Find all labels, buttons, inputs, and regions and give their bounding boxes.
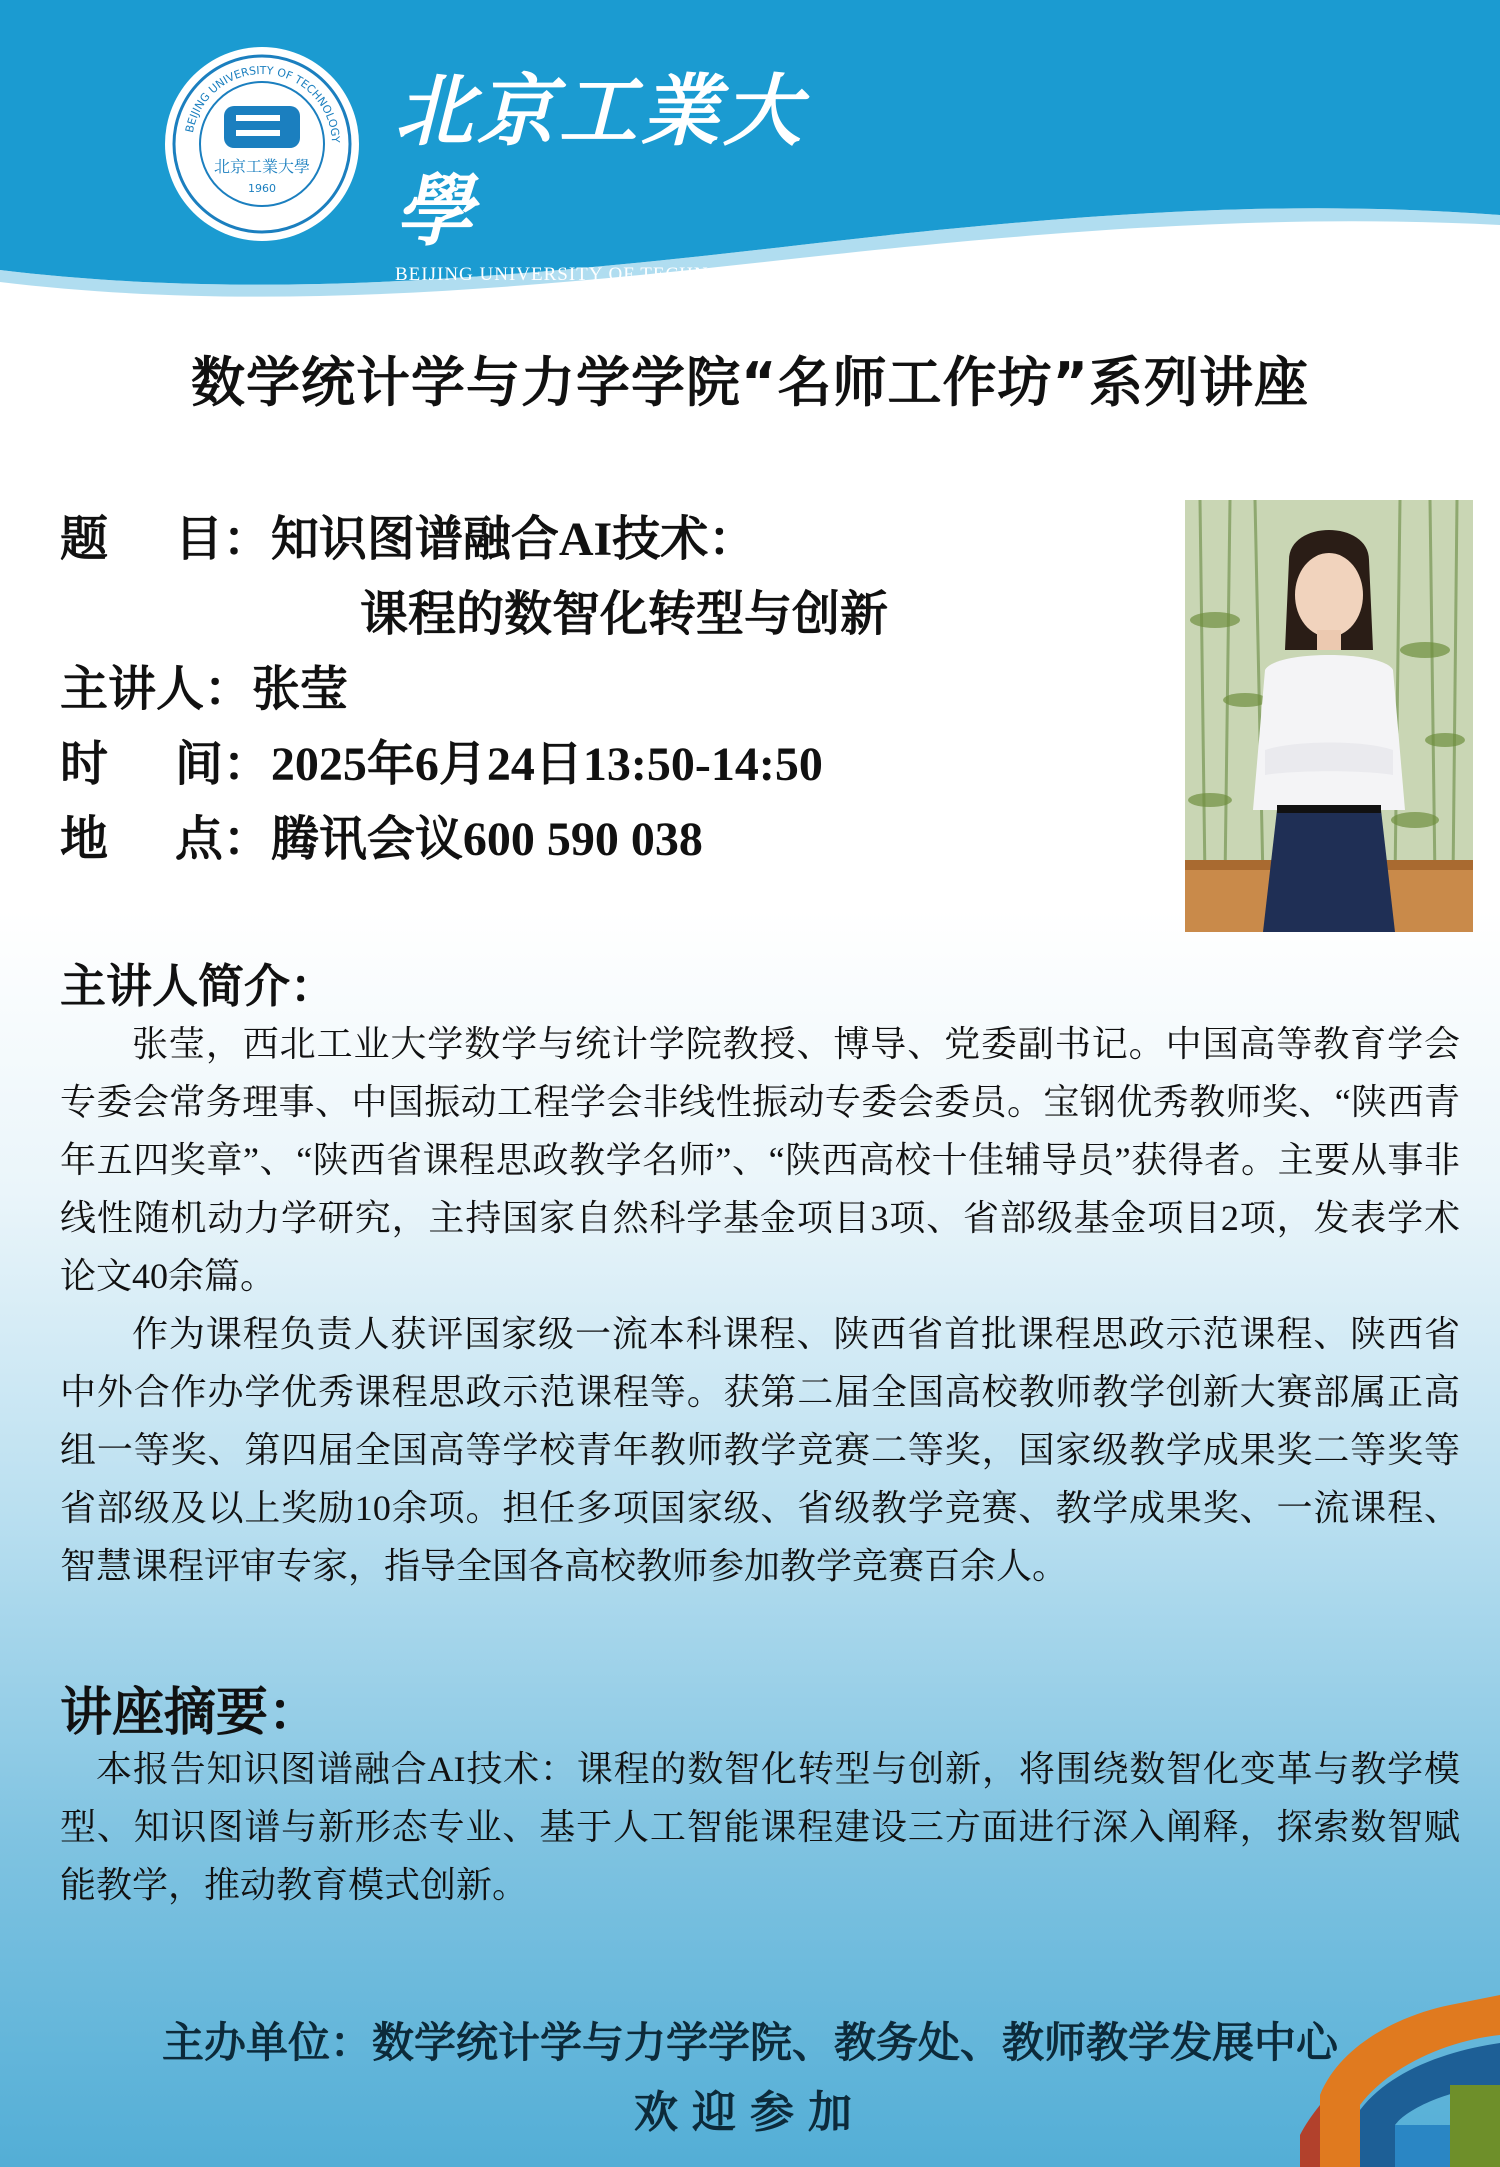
speaker-row <box>60 650 348 719</box>
svg-text:BEIJING UNIVERSITY OF TECHNOLO: BEIJING UNIVERSITY OF TECHNOLOGY <box>182 63 343 144</box>
lecture-series-title: 数学统计学与力学学院“名师工作坊”系列讲座 <box>191 351 1309 414</box>
topic-row <box>60 500 756 569</box>
svg-text:1960: 1960 <box>248 182 276 195</box>
place-label: 地 点： <box>60 811 271 867</box>
organizer-line: 主办单位：数学统计学与力学学院、教务处、教师教学发展中心 <box>161 2018 1338 2067</box>
topic-label: 题 目： <box>60 511 271 567</box>
university-name-cn: 北京工業大學 <box>395 66 806 257</box>
bio-paragraph-2: 作为课程负责人获评国家级一流本科课程、陕西省首批课程思政示范课程、陕西省中外合作办学优秀课程思政示范课程等。获第二届全国高校教师教学创新大赛部属正高组一等奖、第四届全国高等学校青年教师教学竞赛二等奖，国家级教学成果奖二等奖等省部级及以上奖励10余项。担任多项国家级、省级教学竞赛、教学成果奖、一流课程、智慧课程评审专家，指导全国各高校教师参加教学竞赛百余人。 <box>60 1314 1460 1586</box>
time-label: 时 间： <box>60 736 271 792</box>
bio-heading: 主讲人简介： <box>60 959 336 1013</box>
place-row <box>60 800 703 869</box>
time-value: 2025年6月24日13:50-14:50 <box>270 738 823 791</box>
bio-text <box>60 1015 1460 1595</box>
welcome-text: 欢迎参加 <box>634 2087 866 2138</box>
bio-paragraph-1: 张莹，西北工业大学数学与统计学院教授、博导、党委副书记。中国高等教育学会专委会常务理事、中国振动工程学会非线性振动专委会委员。宝钢优秀教师奖、“陕西青年五四奖章”、“陕西省课程思政教学名师”、“陕西高校十佳辅导员”获得者。主要从事非线性随机动力学研究，主持国家自然科学基金项目3项、省部级基金项目2项，发表学术论文40余篇。 <box>60 1024 1460 1296</box>
topic-line-2: 课程的数智化转型与创新 <box>360 588 889 641</box>
university-seal-logo <box>162 44 362 244</box>
topic-row-2 <box>360 575 888 644</box>
speaker-name: 张莹 <box>252 663 349 716</box>
abstract-text <box>60 1740 1460 1914</box>
speaker-label: 主讲人： <box>60 661 253 717</box>
svg-text:北京工業大學: 北京工業大學 <box>213 157 311 176</box>
place-value: 腾讯会议600 590 038 <box>270 813 703 866</box>
abstract-paragraph: 本报告知识图谱融合AI技术：课程的数智化转型与创新，将围绕数智化变革与教学模型、知识图谱与新形态专业、基于人工智能课程建设三方面进行深入阐释，探索数智赋能教学，推动教育模式创新。 <box>60 1749 1460 1905</box>
speaker-photo <box>1185 500 1473 932</box>
university-logo-text <box>395 62 815 285</box>
university-name-en: BEIJING UNIVERSITY OF TECHNOLOGY <box>395 264 781 285</box>
time-row <box>60 725 823 794</box>
topic-line-1: 知识图谱融合AI技术： <box>270 513 757 566</box>
abstract-heading: 讲座摘要： <box>60 1683 321 1743</box>
